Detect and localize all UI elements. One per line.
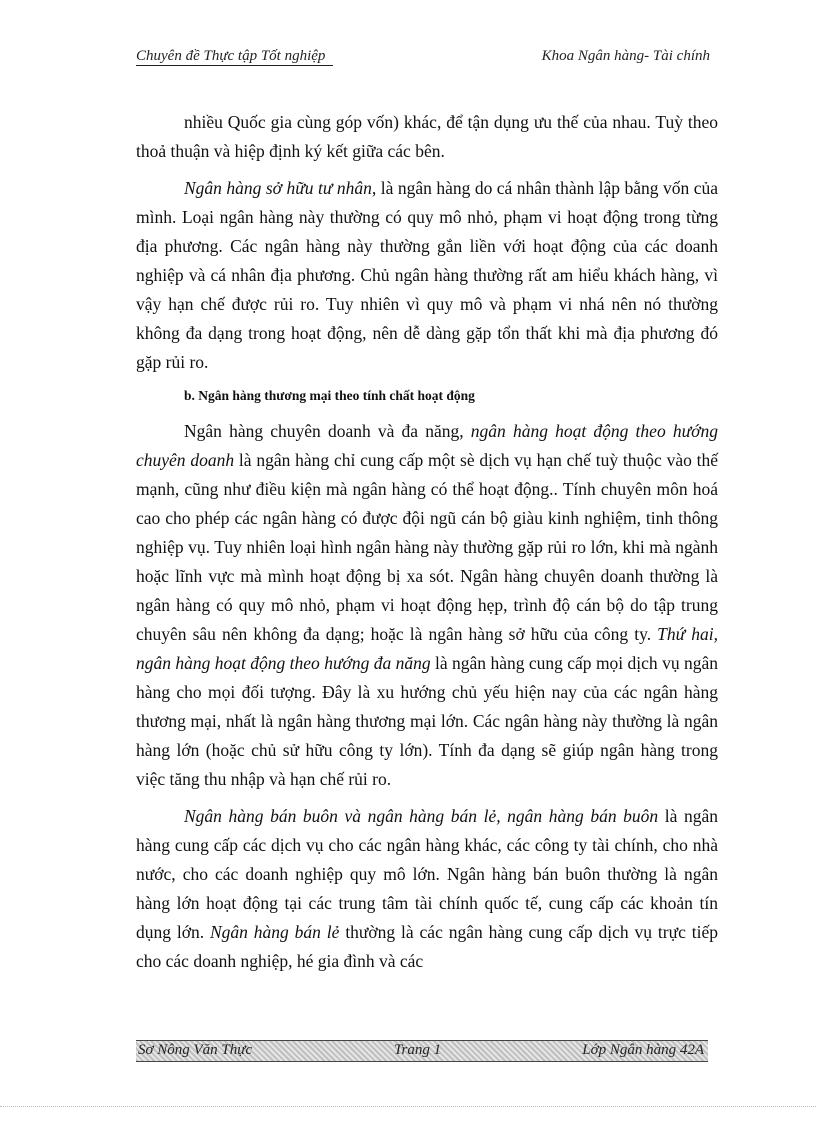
page-header (136, 48, 710, 68)
document-body (136, 108, 718, 984)
paragraph-wholesale-retail (136, 802, 718, 976)
emphasis-wholesale: Ngân hàng bán buôn và ngân hàng bán lẻ, ngân hàng bán buôn (184, 806, 659, 826)
header-right-title: Khoa Ngân hàng- Tài chính (541, 48, 710, 64)
page-bottom-divider (0, 1106, 816, 1107)
footer-class: Lớp Ngân hàng 42A (582, 1042, 704, 1058)
paragraph-private-bank-text: là ngân hàng do cá nhân thành lập bằng vốn của mình. Loại ngân hàng này thường có quy mô nhỏ, phạm vi hoạt động trong từng địa phương. Các ngân hàng này thường gắn liền với hoạt động của các doanh nghiệp và cá nhân địa phương. Chủ ngân hàng thường rất am hiểu khách hàng, vì vậy hạn chế được rủi ro. Tuy nhiên vì quy mô và phạm vi nhá nên nó thường không đa dạng trong hoạt động, nên dễ dàng gặp tổn thất khi mà địa phương đó gặp rủi ro. (136, 178, 718, 372)
paragraph-wholesale-text: là ngân hàng cung cấp các dịch vụ cho các ngân hàng khác, các công ty tài chính, cho nhà nước, cho các doanh nghiệp quy mô lớn. Ngân hàng bán buôn thường là ngân hàng lớn hoạt động tại các trung tâm tài chính quốc tế, cung cấp các khoản tín dụng lớn. (136, 806, 718, 942)
page-footer (136, 1040, 708, 1062)
emphasis-specialized: ngân hàng hoạt động theo hướng chuyên doanh (136, 421, 718, 470)
footer-page-number: Trang 1 (394, 1042, 442, 1058)
footer-author: Sơ Nông Văn Thực (138, 1042, 253, 1058)
paragraph-private-bank (136, 174, 718, 377)
emphasis-private-bank: Ngân hàng sở hữu tư nhân, (184, 178, 377, 198)
paragraph-retail-text: thường là các ngân hàng cung cấp dịch vụ trực tiếp cho các doanh nghiệp, hé gia đình và các (136, 922, 718, 971)
emphasis-universal: Thứ hai, ngân hàng hoạt động theo hướng đa năng (136, 624, 719, 673)
paragraph-specialized-lead: Ngân hàng chuyên doanh và đa năng, (184, 421, 471, 441)
section-subheading: b. Ngân hàng thương mại theo tính chất hoạt động (184, 388, 475, 403)
paragraph-specialized-text: là ngân hàng chỉ cung cấp một sè dịch vụ hạn chế tuỳ thuộc vào thế mạnh, cũng như điều kiện mà ngân hàng có thể hoạt động.. Tính chuyên môn hoá cao cho phép các ngân hàng có được đội ngũ cán bộ giàu kinh nghiệm, tinh thông nghiệp vụ. Tuy nhiên loại hình ngân hàng này thường gặp rủi ro lớn, khi mà ngành hoặc lĩnh vực mà mình hoạt động bị xa sót. Ngân hàng chuyên doanh thường là ngân hàng có quy mô nhỏ, phạm vi hoạt động hẹp, trình độ cán bộ do tập trung chuyên sâu nên không đa dạng; hoặc là ngân hàng sở hữu của công ty. (136, 450, 719, 644)
paragraph-continuation: nhiều Quốc gia cùng góp vốn) khác, để tận dụng ưu thế của nhau. Tuỳ theo thoả thuận và hiệp định ký kết giữa các bên. (136, 112, 718, 161)
paragraph-specialized-universal (136, 417, 718, 794)
header-left-title: Chuyên đề Thực tập Tốt nghiệp (136, 48, 333, 66)
paragraph-universal-text: là ngân hàng cung cấp mọi dịch vụ ngân hàng cho mọi đối tượng. Đây là xu hướng chủ yếu hiện nay của các ngân hàng thương mại, nhất là ngân hàng thương mại lớn. Các ngân hàng này thường là ngân hàng lớn (hoặc chủ sử hữu công ty lớn). Tính đa dạng sẽ giúp ngân hàng trong việc tăng thu nhập và hạn chế rủi ro. (136, 653, 718, 789)
emphasis-retail: Ngân hàng bán lẻ (210, 922, 340, 942)
